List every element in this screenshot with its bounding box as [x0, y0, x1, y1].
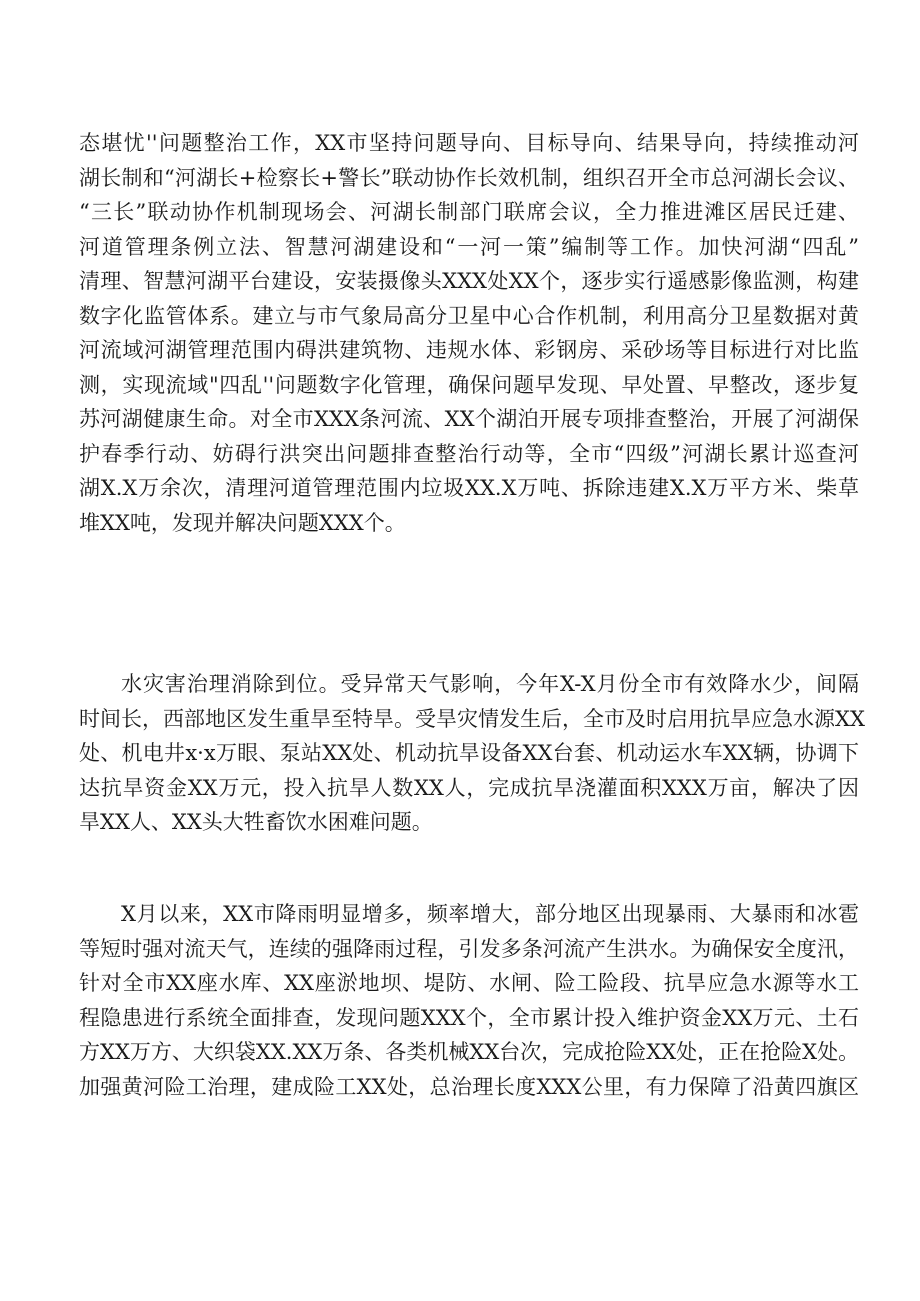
text-line: 达抗旱资金XX万元，投入抗旱人数XX人，完成抗旱浇灌面积XXX万亩，解决了因 — [79, 775, 859, 800]
text-line: 河流域河湖管理范围内碍洪建筑物、违规水体、彩钢房、采砂场等目标进行对比监 — [79, 338, 859, 362]
text-line: 湖X.X万余次，清理河道管理范围内垃圾XX.X万吨、拆除违建X.X万平方米、柴草 — [79, 476, 859, 500]
paragraph-flood-control — [79, 897, 859, 1104]
text-line: 态堪忧''问题整治工作，XX市坚持问题导向、目标导向、结果导向，持续推动河 — [79, 131, 859, 155]
text-line: 水灾害治理消除到位。受异常天气影响，今年X-X月份全市有效降水少，间隔 — [121, 672, 859, 696]
text-line: 湖长制和“河湖长+检察长+警长”联动协作长效机制，组织召开全市总河湖长会议、 — [79, 165, 859, 190]
text-line: 方XX万方、大织袋XX.XX万条、各类机械XX台次，完成抢险XX处，正在抢险X处。 — [79, 1040, 860, 1064]
paragraph-drought-relief — [79, 667, 865, 840]
paragraph-river-lake-governance — [79, 126, 859, 540]
text-line: 时间长，西部地区发生重旱至特旱。受旱灾情发生后，全市及时启用抗旱应急水源XX — [79, 706, 865, 731]
text-line: 护春季行动、妨碍行洪突出问题排查整治行动等，全市“四级”河湖长累计巡查河 — [79, 441, 859, 466]
text-line: 数字化监管体系。建立与市气象局高分卫星中心合作机制，利用高分卫星数据对黄 — [79, 303, 859, 328]
text-line: “三长”联动协作机制现场会、河湖长制部门联席会议，全力推进滩区居民迁建、 — [79, 200, 859, 224]
text-line: 等短时强对流天气，连续的强降雨过程，引发多条河流产生洪水。为确保安全度汛， — [79, 936, 859, 961]
text-line: 测，实现流域"四乱''问题数字化管理，确保问题早发现、早处置、早整改，逐步复 — [79, 372, 859, 397]
text-line: X月以来，XX市降雨明显增多，频率增大，部分地区出现暴雨、大暴雨和冰雹 — [121, 902, 859, 926]
text-line: 针对全市XX座水库、XX座淤地坝、堤防、水闸、险工险段、抗旱应急水源等水工 — [79, 971, 859, 995]
text-line: 程隐患进行系统全面排查，发现问题XXX个，全市累计投入维护资金XX万元、土石 — [79, 1005, 859, 1030]
text-line: 处、机电井x·x万眼、泵站XX处、机动抗旱设备XX台套、机动运水车XX辆，协调下 — [79, 741, 859, 765]
text-line: 加强黄河险工治理，建成险工XX处，总治理长度XXX公里，有力保障了沿黄四旗区 — [79, 1074, 859, 1099]
text-line: 河道管理条例立法、智慧河湖建设和“一河一策”编制等工作。加快河湖“四乱” — [79, 234, 859, 259]
text-line: 旱XX人、XX头大牲畜饮水困难问题。 — [79, 810, 433, 834]
text-line: 堆XX吨，发现并解决问题XXX个。 — [79, 510, 406, 535]
text-line: 清理、智慧河湖平台建设，安装摄像头XXX处XX个，逐步实行遥感影像监测，构建 — [79, 269, 859, 293]
text-line: 苏河湖健康生命。对全市XXX条河流、XX个湖泊开展专项排查整治，开展了河湖保 — [79, 407, 859, 431]
